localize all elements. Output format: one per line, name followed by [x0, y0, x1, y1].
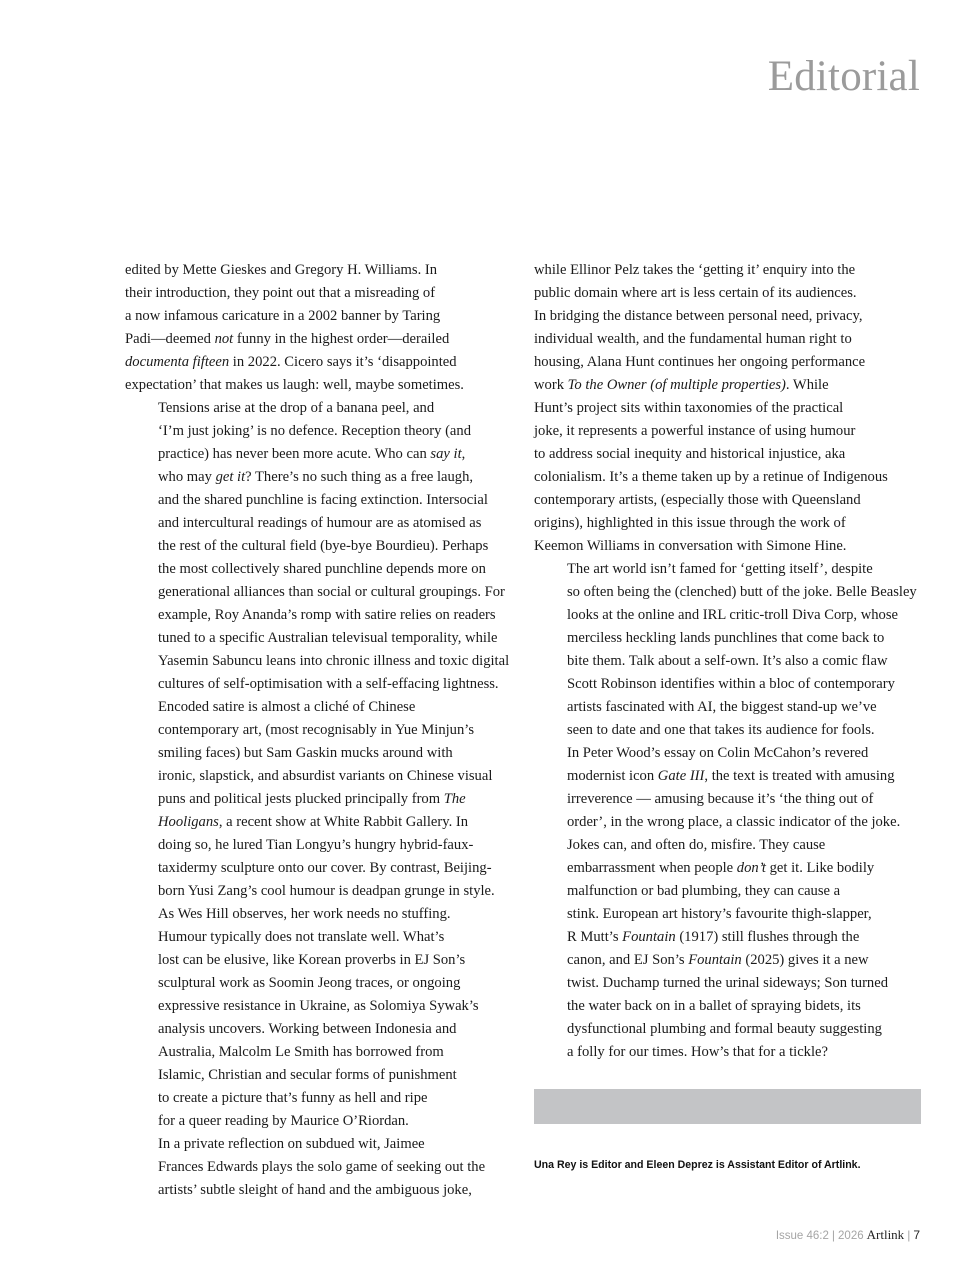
text-line: the rest of the cultural field (bye-bye Bourdieu). Perhaps	[158, 538, 489, 554]
text-line: In Peter Wood’s essay on Colin McCahon’s revered	[567, 745, 869, 761]
body-paragraph	[534, 834, 929, 1064]
text-line: ironic, slapstick, and absurdist variants on Chinese visual	[158, 768, 493, 784]
text-line: analysis uncovers. Working between Indonesia and	[158, 1021, 457, 1037]
issue-year: 2026	[838, 1230, 864, 1242]
text-line: malfunction or bad plumbing, they can cause a	[567, 883, 841, 899]
text-line: smiling faces) but Sam Gaskin mucks around with	[158, 745, 453, 761]
footer-separator: |	[831, 1228, 836, 1242]
text-line: the most collectively shared punchline depends more on	[158, 561, 486, 577]
text-line: a now infamous caricature in a 2002 banner by Taring	[125, 308, 441, 324]
text-line: twist. Duchamp turned the urinal sideways; Son turned	[567, 975, 889, 991]
page-footer	[776, 1227, 920, 1243]
text-line: and intercultural readings of humour are as atomised as	[158, 515, 482, 531]
text-line: work To the Owner (of multiple properties). While	[534, 377, 829, 393]
text-line: The art world isn’t famed for ‘getting itself’, despite	[567, 561, 873, 577]
text-line: a folly for our times. How’s that for a tickle?	[567, 1044, 828, 1060]
text-line: irreverence — amusing because it’s ‘the thing out of	[567, 791, 874, 807]
body-paragraph	[125, 696, 520, 926]
text-line: As Wes Hill observes, her work needs no stuffing.	[158, 906, 451, 922]
text-line: Encoded satire is almost a cliché of Chinese	[158, 699, 416, 715]
text-line: colonialism. It’s a theme taken up by a retinue of Indigenous	[534, 469, 888, 485]
text-line: Frances Edwards plays the solo game of seeking out the	[158, 1159, 486, 1175]
page-number: 7	[913, 1228, 920, 1242]
text-line: expectation’ that makes us laugh: well, maybe sometimes.	[125, 377, 464, 393]
gray-divider-bar	[534, 1089, 921, 1124]
text-line: stink. European art history’s favourite thigh-slapper,	[567, 906, 872, 922]
text-line: taxidermy sculpture onto our cover. By contrast, Beijing-	[158, 860, 492, 876]
magazine-name: Artlink	[866, 1227, 905, 1242]
text-line: while Ellinor Pelz takes the ‘getting it’ enquiry into the	[534, 262, 856, 278]
text-line: so often being the (clenched) butt of the joke. Belle Beasley	[567, 584, 917, 600]
text-line: Scott Robinson identifies within a bloc of contemporary	[567, 676, 895, 692]
text-line: embarrassment when people don’t get it. Like bodily	[567, 860, 875, 876]
text-line: doing so, he lured Tian Longyu’s hungry hybrid-faux-	[158, 837, 474, 853]
text-line: merciless heckling lands punchlines that come back to	[567, 630, 885, 646]
body-paragraph	[534, 259, 929, 558]
text-line: and the shared punchline is facing extinction. Intersocial	[158, 492, 488, 508]
text-line: individual wealth, and the fundamental human right to	[534, 331, 852, 347]
text-line: born Yusi Zang’s cool humour is deadpan grunge in style.	[158, 883, 495, 899]
text-line: Padi—deemed not funny in the highest order—derailed	[125, 331, 450, 347]
text-line: contemporary artists, (especially those with Queensland	[534, 492, 861, 508]
text-line: edited by Mette Gieskes and Gregory H. Williams. In	[125, 262, 438, 278]
section-title: Editorial	[767, 53, 920, 100]
text-line: generational alliances than social or cultural groupings. For	[158, 584, 505, 600]
text-line: R Mutt’s Fountain (1917) still flushes through the	[567, 929, 860, 945]
text-line: Tensions arise at the drop of a banana peel, and	[158, 400, 435, 416]
text-line: Jokes can, and often do, misfire. They cause	[567, 837, 826, 853]
text-line: order’, in the wrong place, a classic indicator of the joke.	[567, 814, 901, 830]
text-line: expressive resistance in Ukraine, as Solomiya Sywak’s	[158, 998, 479, 1014]
body-paragraph	[125, 259, 520, 397]
text-line: for a queer reading by Maurice O’Riordan.	[158, 1113, 409, 1129]
text-line: artists fascinated with AI, the biggest stand-up we’ve	[567, 699, 877, 715]
text-line: Hooligans, a recent show at White Rabbit Gallery. In	[158, 814, 469, 830]
text-line: the water back on in a ballet of spraying bidets, its	[567, 998, 861, 1014]
footer-separator: |	[907, 1228, 911, 1242]
text-line: public domain where art is less certain of its audiences.	[534, 285, 857, 301]
text-line: Australia, Malcolm Le Smith has borrowed from	[158, 1044, 444, 1060]
text-line: Hunt’s project sits within taxonomies of the practical	[534, 400, 844, 416]
text-line: Humour typically does not translate well. What’s	[158, 929, 445, 945]
text-line: tuned to a specific Australian televisual temporality, while	[158, 630, 498, 646]
text-line: In bridging the distance between personal need, privacy,	[534, 308, 863, 324]
body-column-left	[125, 259, 520, 1202]
text-line: dysfunctional plumbing and formal beauty suggesting	[567, 1021, 882, 1037]
text-line: contemporary art, (most recognisably in Yue Minjun’s	[158, 722, 474, 738]
text-line: cultures of self-optimisation with a self-effacing lightness.	[158, 676, 499, 692]
body-paragraph	[125, 926, 520, 1133]
text-line: their introduction, they point out that a misreading of	[125, 285, 436, 301]
text-line: to create a picture that’s funny as hell and ripe	[158, 1090, 428, 1106]
text-line: sculptural work as Soomin Jeong traces, or ongoing	[158, 975, 461, 991]
text-line: seen to date and one that takes its audience for fools.	[567, 722, 875, 738]
body-paragraph	[534, 558, 929, 834]
text-line: ‘I’m just joking’ is no defence. Reception theory (and	[158, 423, 471, 439]
text-line: Keemon Williams in conversation with Simone Hine.	[534, 538, 847, 554]
text-line: to address social inequity and historical injustice, aka	[534, 446, 846, 462]
text-line: puns and political jests plucked principally from The	[158, 791, 466, 807]
text-line: Islamic, Christian and secular forms of punishment	[158, 1067, 457, 1083]
text-line: Yasemin Sabuncu leans into chronic illness and toxic digital	[158, 653, 510, 669]
text-line: housing, Alana Hunt continues her ongoing performance	[534, 354, 866, 370]
text-line: modernist icon Gate III, the text is treated with amusing	[567, 768, 895, 784]
text-line: documenta fifteen in 2022. Cicero says it’s ‘disappointed	[125, 354, 457, 370]
text-line: origins), highlighted in this issue through the work of	[534, 515, 846, 531]
text-line: bite them. Talk about a self-own. It’s also a comic flaw	[567, 653, 888, 669]
text-line: who may get it? There’s no such thing as a free laugh,	[158, 469, 474, 485]
text-line: practice) has never been more acute. Who can say it,	[158, 446, 466, 462]
body-column-right	[534, 259, 929, 1064]
text-line: joke, it represents a powerful instance of using humour	[534, 423, 856, 439]
text-line: In a private reflection on subdued wit, Jaimee	[158, 1136, 425, 1152]
text-line: artists’ subtle sleight of hand and the ambiguous joke,	[158, 1182, 472, 1198]
editor-credit: Una Rey is Editor and Eleen Deprez is Assistant Editor of Artlink.	[534, 1159, 861, 1171]
text-line: canon, and EJ Son’s Fountain (2025) gives it a new	[567, 952, 869, 968]
text-line: example, Roy Ananda’s romp with satire relies on readers	[158, 607, 496, 623]
body-paragraph	[125, 397, 520, 696]
body-paragraph	[125, 1133, 520, 1202]
text-line: lost can be elusive, like Korean proverbs in EJ Son’s	[158, 952, 466, 968]
text-line: looks at the online and IRL critic-troll Diva Corp, whose	[567, 607, 898, 623]
issue-number: Issue 46:2	[775, 1230, 829, 1242]
